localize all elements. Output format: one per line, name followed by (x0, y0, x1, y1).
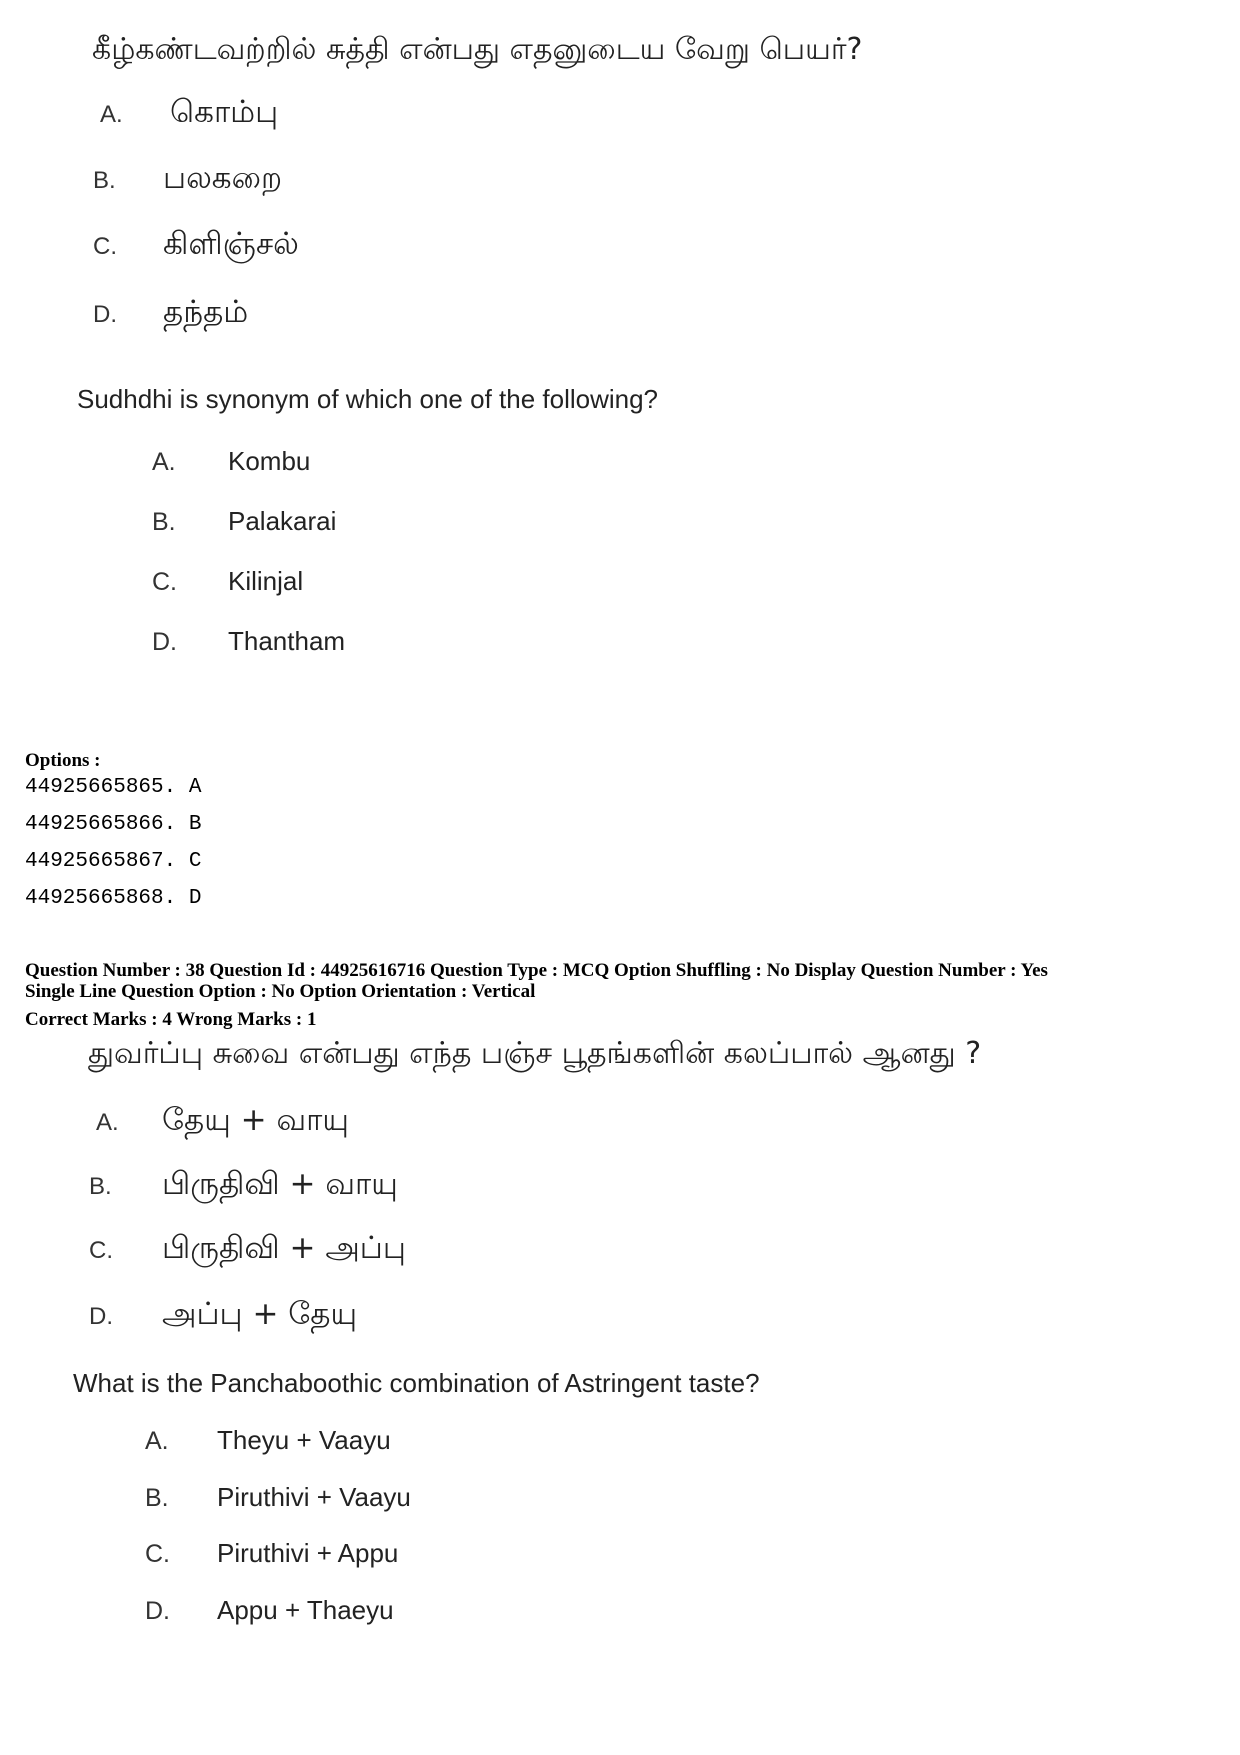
tamil-option-a (100, 94, 278, 134)
option-text: பலகறை (163, 160, 283, 196)
english-option-a (145, 1425, 391, 1456)
option-text: பிருதிவி + அப்பு (162, 1230, 406, 1266)
option-text: Thantham (228, 626, 346, 656)
question-marks: Correct Marks : 4 Wrong Marks : 1 (25, 1009, 317, 1030)
option-letter: A. (152, 448, 176, 476)
option-text: Appu + Thaeyu (217, 1595, 394, 1625)
option-letter: B. (89, 1173, 112, 1200)
tamil-option-d (89, 1296, 357, 1336)
option-id-d: 44925665868. D (25, 887, 202, 910)
option-letter: C. (93, 233, 117, 260)
option-letter: C. (152, 568, 177, 596)
options-label: Options : (25, 750, 101, 771)
question-meta-line-2: Single Line Question Option : No Option Orientation : Vertical (25, 981, 536, 1002)
english-option-c (152, 566, 303, 597)
option-text: Piruthivi + Vaayu (217, 1482, 411, 1512)
option-letter: A. (145, 1427, 169, 1455)
option-text: தேயு + வாயு (162, 1102, 349, 1138)
tamil-option-a (96, 1102, 349, 1142)
english-option-b (145, 1482, 411, 1513)
option-letter: D. (152, 628, 177, 656)
english-option-d (145, 1595, 394, 1626)
english-option-a (152, 446, 310, 477)
option-letter: D. (93, 301, 117, 328)
english-option-b (152, 506, 336, 537)
tamil-option-d (93, 294, 248, 334)
option-id-b: 44925665866. B (25, 813, 202, 836)
option-text: கிளிஞ்சல் (163, 226, 299, 262)
english-question-text: What is the Panchaboothic combination of Astringent taste? (73, 1368, 760, 1398)
option-letter: C. (145, 1540, 170, 1568)
tamil-option-b (93, 160, 282, 200)
option-text: Theyu + Vaayu (217, 1425, 391, 1455)
tamil-option-c (89, 1230, 406, 1270)
option-letter: D. (145, 1597, 170, 1625)
option-text: Palakarai (228, 506, 337, 536)
option-letter: A. (96, 1109, 119, 1136)
tamil-option-b (89, 1166, 398, 1206)
tamil-question-text: துவர்ப்பு சுவை என்பது எந்த பஞ்ச பூதங்களின் கலப்பால் ஆனது ? (88, 1036, 982, 1071)
option-text: Piruthivi + Appu (217, 1538, 399, 1568)
question-meta-line-1: Question Number : 38 Question Id : 44925616716 Question Type : MCQ Option Shuffling : No Display Question Number : Yes (25, 960, 1048, 981)
option-id-a: 44925665865. A (25, 776, 202, 799)
option-text: பிருதிவி + வாயு (162, 1166, 398, 1202)
option-letter: D. (89, 1303, 113, 1330)
tamil-question-text: கீழ்கண்டவற்றில் சுத்தி என்பது எதனுடைய வேறு பெயர்? (92, 32, 863, 67)
option-letter: A. (100, 101, 123, 128)
tamil-option-c (93, 226, 299, 266)
option-text: Kilinjal (228, 566, 304, 596)
option-letter: B. (93, 167, 116, 194)
option-text: தந்தம் (163, 294, 249, 330)
option-text: அப்பு + தேயு (162, 1296, 358, 1332)
english-question-text: Sudhdhi is synonym of which one of the following? (77, 384, 659, 414)
option-letter: B. (145, 1484, 169, 1512)
option-id-c: 44925665867. C (25, 850, 202, 873)
english-option-c (145, 1538, 398, 1569)
option-letter: B. (152, 508, 176, 536)
option-text: கொம்பு (170, 94, 279, 130)
english-option-d (152, 626, 345, 657)
option-letter: C. (89, 1237, 113, 1264)
option-text: Kombu (228, 446, 311, 476)
